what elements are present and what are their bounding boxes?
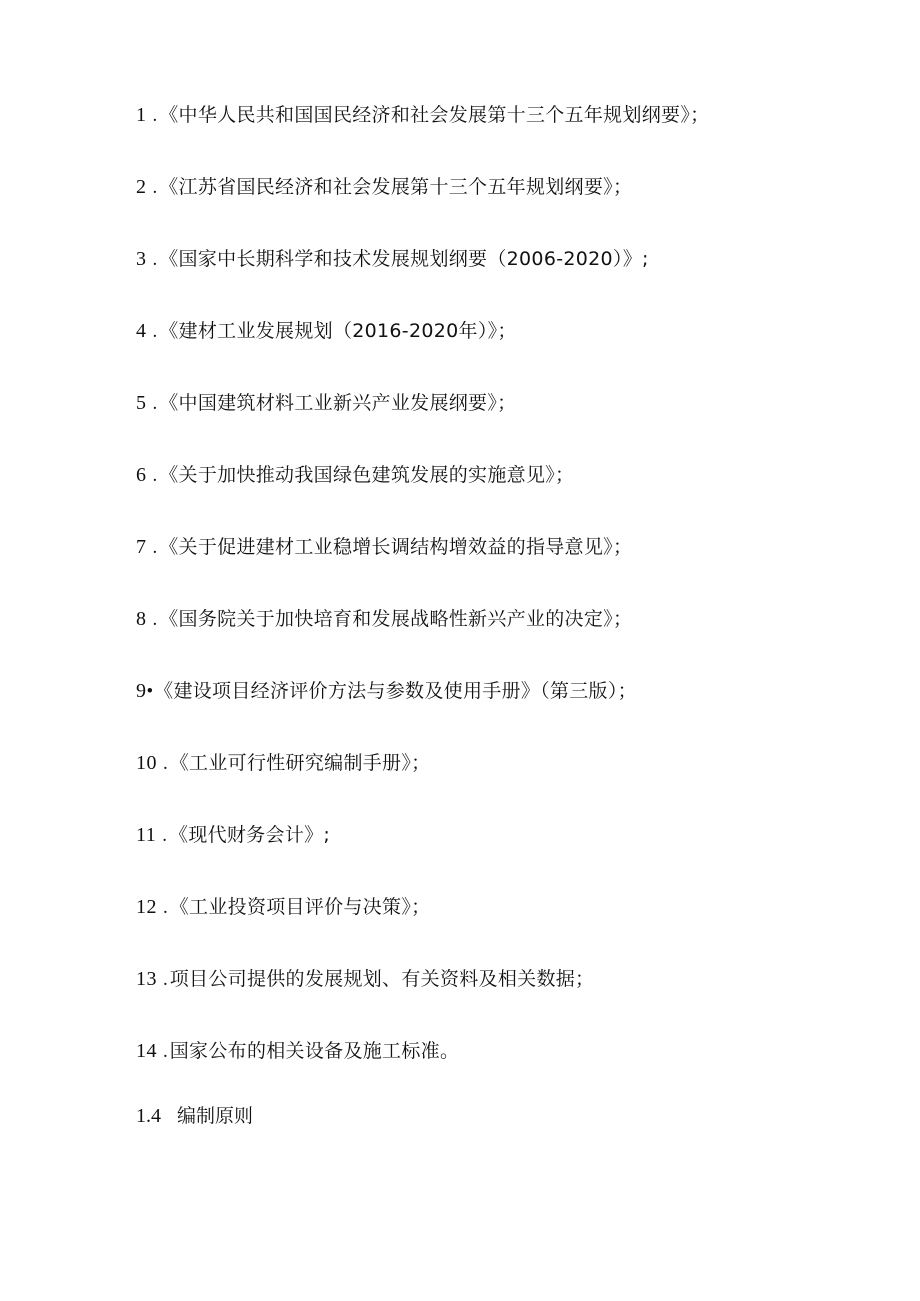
reference-separator: . [152,249,158,270]
reference-item-9 [136,673,709,745]
reference-item-6 [136,457,709,529]
reference-text: 项目公司提供的发展规划、有关资料及相关数据； [169,968,595,990]
reference-number: 8 [136,608,147,630]
reference-number: 10 [136,752,157,774]
reference-text: 《中华人民共和国国民经济和社会发展第十三个五年规划纲要》； [159,104,710,126]
reference-separator: . [152,609,158,630]
reference-number: 2 [136,176,147,198]
reference-text: 《工业投资项目评价与决策》； [169,896,431,918]
reference-separator: . [152,537,158,558]
reference-separator: . [152,465,158,486]
reference-text: 《建材工业发展规划（2016-2020年）》； [159,320,517,342]
reference-separator: . [152,393,158,414]
reference-number: 9 [136,680,147,702]
reference-text: 《现代财务会计》; [169,824,331,846]
reference-text: 《关于加快推动我国绿色建筑发展的实施意见》； [159,464,575,486]
reference-text: 《江苏省国民经济和社会发展第十三个五年规划纲要》； [159,176,633,198]
reference-number: 4 [136,320,147,342]
reference-list [136,97,709,1105]
reference-separator: • [146,681,154,702]
reference-separator: . [152,177,158,198]
reference-separator: . [163,753,168,774]
reference-item-10 [136,745,709,817]
reference-separator: . [152,321,158,342]
reference-item-7 [136,529,709,601]
reference-number: 1 [136,104,147,126]
reference-text: 《工业可行性研究编制手册》； [169,752,431,774]
reference-item-2 [136,169,709,241]
section-heading [136,1098,253,1134]
reference-item-13 [136,961,709,1033]
reference-text: 《国家中长期科学和技术发展规划纲要（2006-2020）》; [159,248,649,270]
reference-number: 14 [136,1040,157,1062]
reference-item-3 [136,241,709,313]
reference-number: 3 [136,248,147,270]
reference-separator: . [162,825,168,846]
reference-separator: . [152,105,158,126]
reference-separator: . [163,969,168,990]
reference-number: 6 [136,464,147,486]
reference-number: 11 [136,824,157,846]
section-number: 1.4 [136,1105,161,1127]
reference-text: 《国务院关于加快培育和发展战略性新兴产业的决定》； [159,608,633,630]
reference-number: 12 [136,896,157,918]
reference-number: 7 [136,536,147,558]
reference-item-5 [136,385,709,457]
section-title: 编制原则 [177,1105,254,1127]
reference-item-8 [136,601,709,673]
reference-item-11 [136,817,709,889]
reference-number: 5 [136,392,147,414]
reference-item-12 [136,889,709,961]
reference-item-14 [136,1033,709,1105]
reference-text: 《关于促进建材工业稳增长调结构增效益的指导意见》； [159,536,633,558]
reference-text: 国家公布的相关设备及施工标准。 [169,1040,460,1062]
reference-text: 《中国建筑材料工业新兴产业发展纲要》； [159,392,517,414]
reference-item-1 [136,97,709,169]
reference-text: 《建设项目经济评价方法与参数及使用手册》（第三版）； [154,680,637,702]
reference-separator: . [163,1041,168,1062]
reference-number: 13 [136,968,157,990]
reference-separator: . [163,897,168,918]
reference-item-4 [136,313,709,385]
